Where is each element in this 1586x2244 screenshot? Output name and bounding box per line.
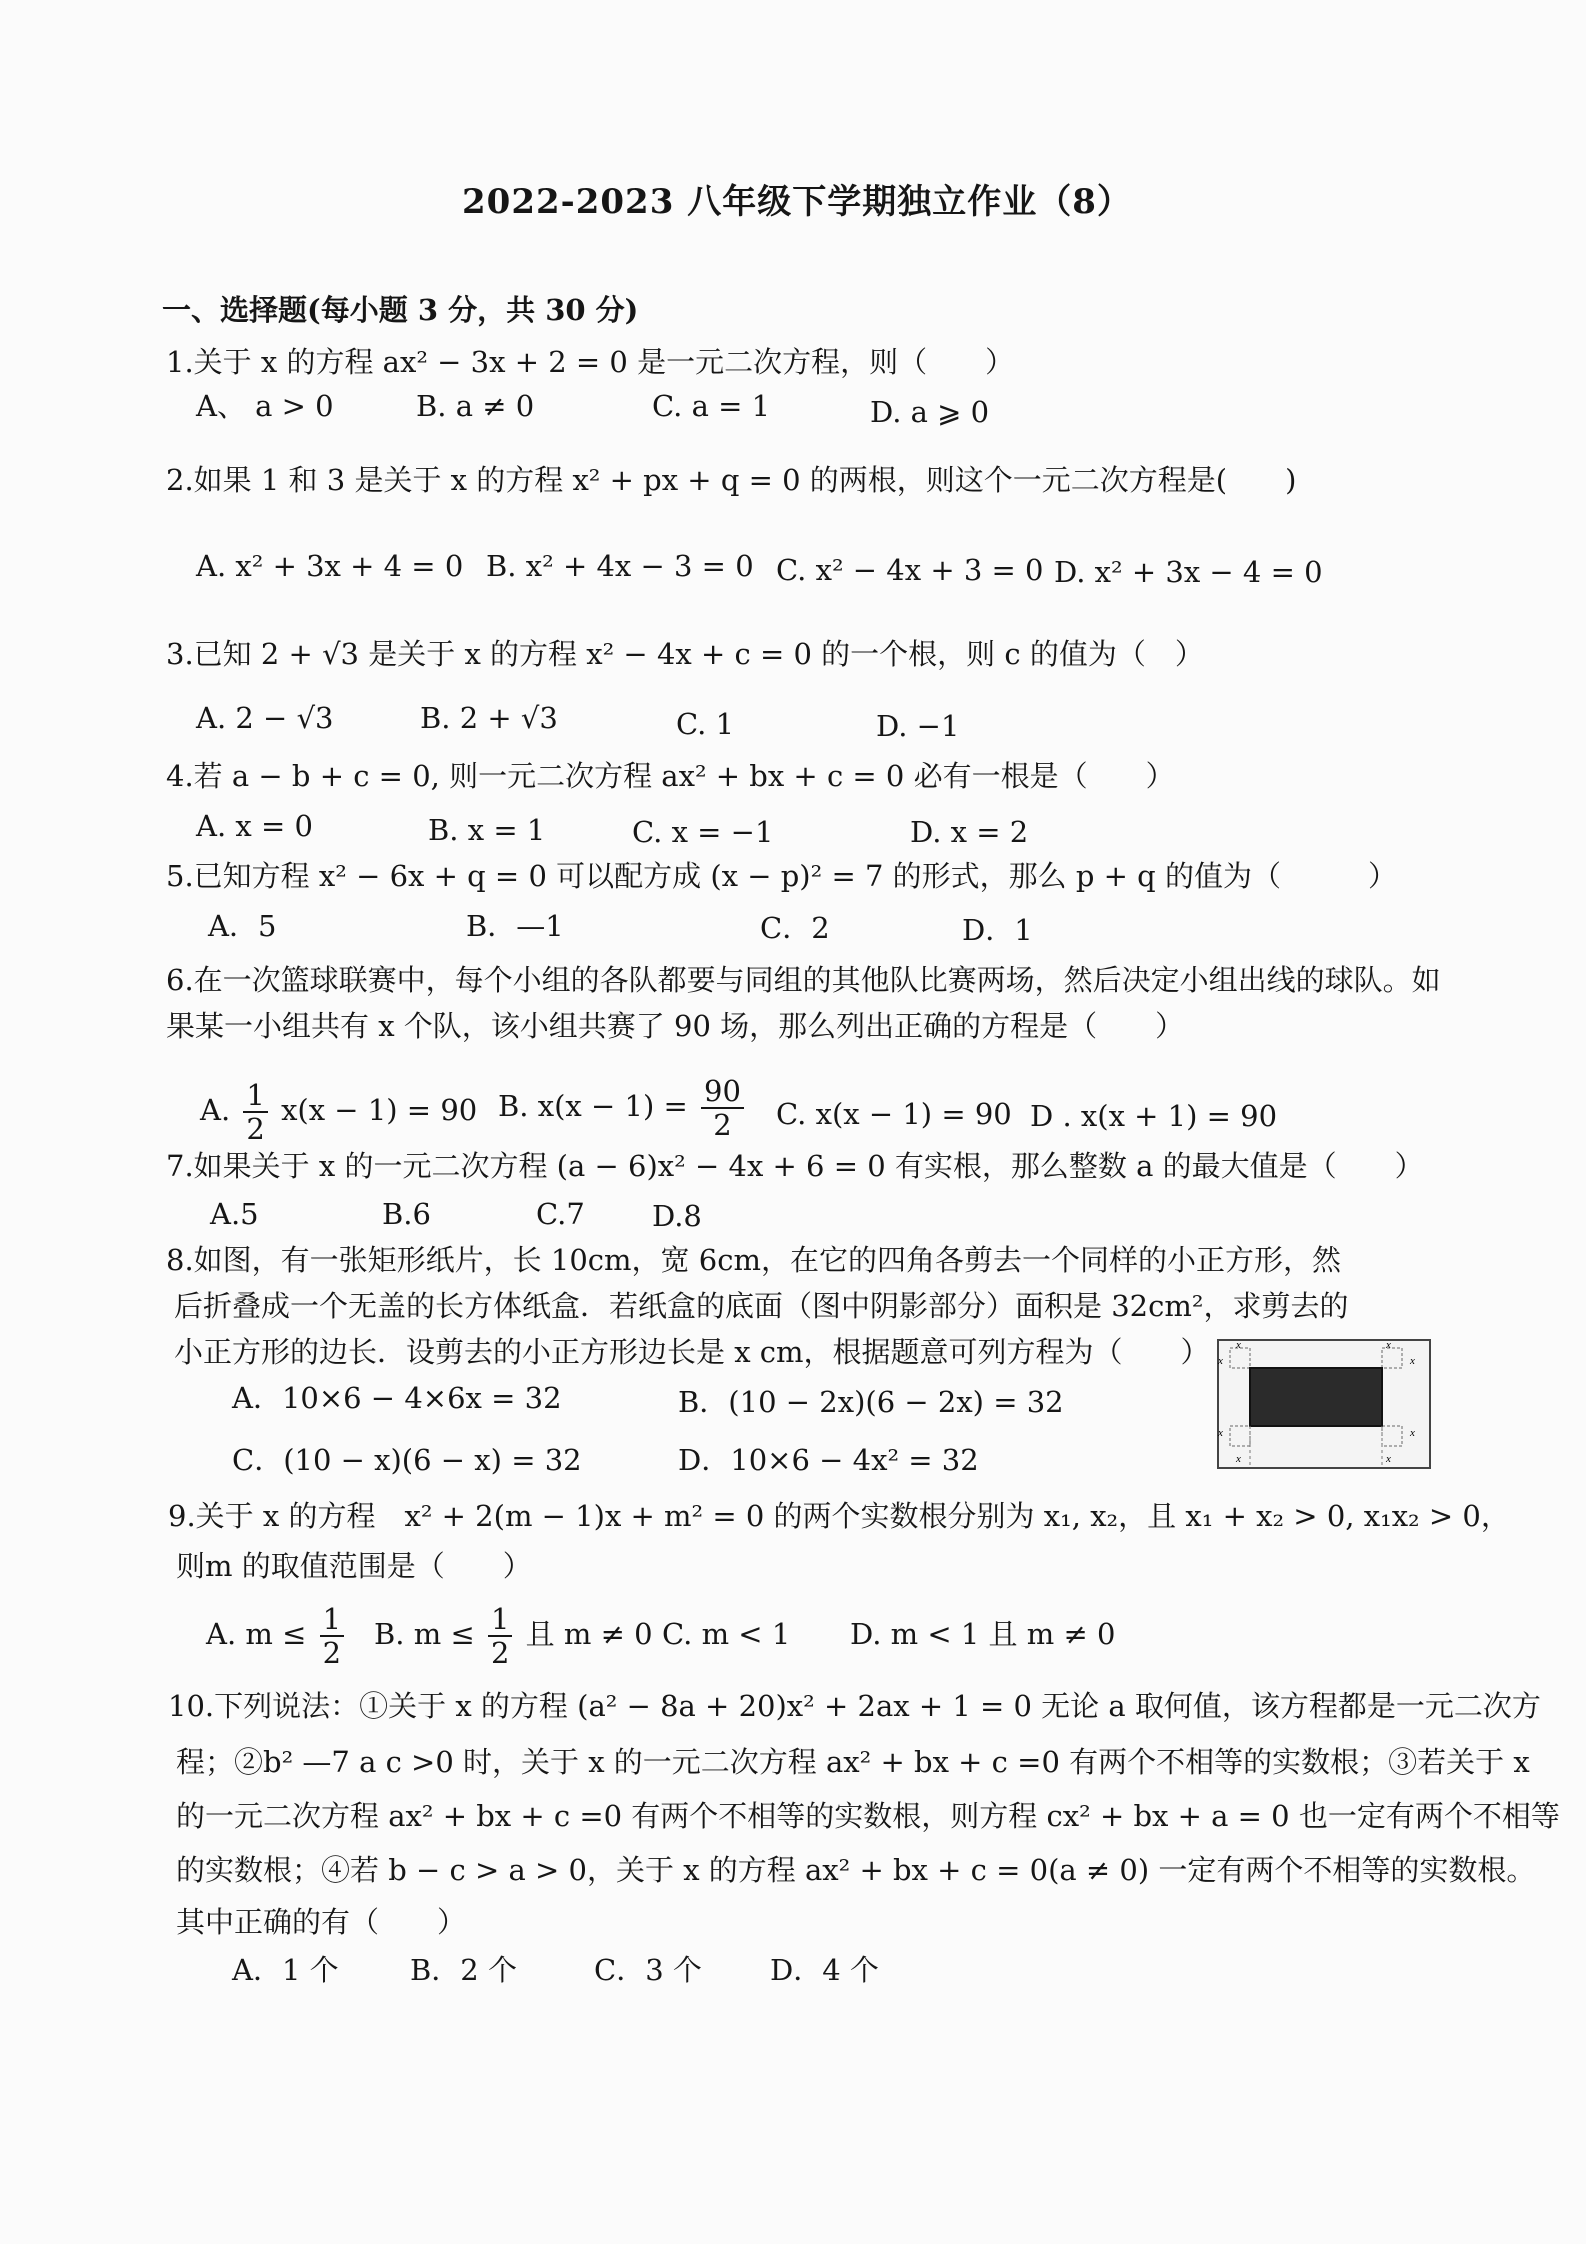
option-c: C. x² − 4x + 3 = 0 [776,553,1044,587]
option-c: C.7 [536,1197,585,1231]
fraction-denominator: 2 [322,1636,342,1670]
option-c: C. m < 1 [662,1617,791,1651]
label-x: x [1236,1453,1241,1465]
option-d: D . x(x + 1) = 90 [1030,1099,1278,1133]
option-a [200,1070,477,1150]
question-stem-line: 9.关于 x 的方程 x² + 2(m − 1)x + m² = 0 的两个实数根分别为 x₁, x₂，且 x₁ + x₂ > 0, x₁x₂ > 0， [168,1499,1510,1533]
option-a: A. x = 0 [196,809,313,843]
option-b: B.6 [382,1197,431,1231]
fraction-numerator: 1 [320,1603,344,1637]
label-x: x [1386,1339,1391,1351]
question-stem: 5.已知方程 x² − 6x + q = 0 可以配方成 (x − p)² = 7 的形式，那么 p + q 的值为（ ） [166,859,1397,893]
option-a: A、 a > 0 [196,389,334,423]
question-stem-line: 其中正确的有（ ） [176,1905,467,1939]
fraction-numerator: 90 [701,1075,744,1109]
option-d: D. x² + 3x − 4 = 0 [1054,555,1323,589]
option-c: C．(10 − x)(6 − x) = 32 [232,1443,582,1477]
label-x: x [1218,1355,1223,1367]
question-stem: 2.如果 1 和 3 是关于 x 的方程 x² + px + q = 0 的两根，则这个一元二次方程是( ) [166,463,1297,497]
option-a: A. x² + 3x + 4 = 0 [196,549,464,583]
fraction-denominator: 2 [246,1112,265,1146]
option-a [206,1594,348,1674]
question-stem-line: 的实数根；④若 b − c > a > 0，关于 x 的方程 ax² + bx + c = 0(a ≠ 0) 一定有两个不相等的实数根。 [176,1853,1536,1887]
option-expression: B. m ≤ [374,1617,475,1651]
shaded-base [1250,1368,1382,1426]
option-b [498,1066,748,1146]
section-heading: 一、选择题(每小题 3 分，共 30 分) [162,293,639,327]
question-stem-line: 果某一小组共有 x 个队，该小组共赛了 90 场，那么列出正确的方程是（ ） [166,1009,1185,1043]
fraction [243,1079,267,1145]
option-c: C．3 个 [594,1953,702,1987]
label-x: x [1386,1453,1391,1465]
option-d: D. x = 2 [910,815,1029,849]
option-b: B．(10 − 2x)(6 − 2x) = 32 [678,1385,1064,1419]
fraction [488,1603,512,1669]
option-b: B．—1 [466,909,564,943]
question-stem-line: 10.下列说法：①关于 x 的方程 (a² − 8a + 20)x² + 2ax + 1 = 0 无论 a 取何值，该方程都是一元二次方 [168,1689,1541,1723]
option-d: D. m < 1 且 m ≠ 0 [850,1617,1116,1651]
option-expression: B. x(x − 1) = [498,1089,688,1123]
option-d: D. −1 [876,709,960,743]
option-d: D．1 [962,913,1033,947]
option-expression: x(x − 1) = 90 [281,1093,478,1127]
question-stem-line: 小正方形的边长．设剪去的小正方形边长是 x cm，根据题意可列方程为（ ） [174,1335,1210,1369]
option-c: C. a = 1 [652,389,771,423]
fraction-numerator: 1 [243,1079,267,1113]
fraction [320,1603,344,1669]
option-b: B. a ≠ 0 [416,389,535,423]
option-b [374,1594,653,1674]
option-a: A．1 个 [232,1953,339,1987]
question-stem: 3.已知 2 + √3 是关于 x 的方程 x² − 4x + c = 0 的一个根，则 c 的值为（ ） [166,637,1204,671]
option-b: B. x² + 4x − 3 = 0 [486,549,754,583]
option-c: C. x = −1 [632,815,774,849]
option-a: A. 2 − √3 [196,701,334,735]
label-x: x [1410,1355,1415,1367]
label-x: x [1236,1339,1241,1351]
question-stem-line: 8.如图，有一张矩形纸片，长 10cm，宽 6cm，在它的四角各剪去一个同样的小正方形，然 [166,1243,1341,1277]
option-d: D．4 个 [770,1953,879,1987]
fraction-denominator: 2 [490,1636,510,1670]
option-c: C. 1 [676,707,735,741]
option-d: D．10×6 − 4x² = 32 [678,1443,979,1477]
question-stem-line: 程；②b² —7 a c >0 时，关于 x 的一元二次方程 ax² + bx + c =0 有两个不相等的实数根；③若关于 x [176,1745,1530,1779]
option-a: A．5 [208,909,277,943]
option-d: D.8 [652,1199,702,1233]
option-condition: 且 m ≠ 0 [525,1617,653,1651]
question-stem-line: 的一元二次方程 ax² + bx + c =0 有两个不相等的实数根，则方程 cx² + bx + a = 0 也一定有两个不相等 [176,1799,1560,1833]
page-title: 2022-2023 八年级下学期独立作业（8） [462,182,1132,222]
question-stem-line: 6.在一次篮球联赛中，每个小组的各队都要与同组的其他队比赛两场，然后决定小组出线的球队。如 [166,963,1441,997]
option-b: B. 2 + √3 [420,701,558,735]
option-b: B. x = 1 [428,813,546,847]
fraction [701,1075,744,1141]
option-b: B．2 个 [410,1953,517,1987]
label-x: x [1410,1427,1415,1439]
question-stem-line: 则m 的取值范围是（ ） [176,1549,532,1583]
option-a: A．10×6 − 4×6x = 32 [232,1381,562,1415]
label-x: x [1218,1427,1223,1439]
question-stem: 7.如果关于 x 的一元二次方程 (a − 6)x² − 4x + 6 = 0 有实根，那么整数 a 的最大值是（ ） [166,1149,1424,1183]
option-a: A.5 [210,1197,259,1231]
question-stem: 1.关于 x 的方程 ax² − 3x + 2 = 0 是一元二次方程，则（ ） [166,345,1015,379]
option-label: A. [200,1093,231,1127]
option-d: D. a ⩾ 0 [870,395,990,429]
option-expression: A. m ≤ [206,1617,307,1651]
option-c: C. x(x − 1) = 90 [776,1097,1012,1131]
option-c: C．2 [760,911,830,945]
fraction-denominator: 2 [713,1108,732,1142]
fraction-numerator: 1 [488,1603,512,1637]
question-stem: 4.若 a − b + c = 0, 则一元二次方程 ax² + bx + c = 0 必有一根是（ ） [166,759,1175,793]
rectangle-paper-figure [1216,1338,1432,1470]
question-stem-line: 后折叠成一个无盖的长方体纸盒．若纸盒的底面（图中阴影部分）面积是 32cm²，求剪去的 [174,1289,1349,1323]
